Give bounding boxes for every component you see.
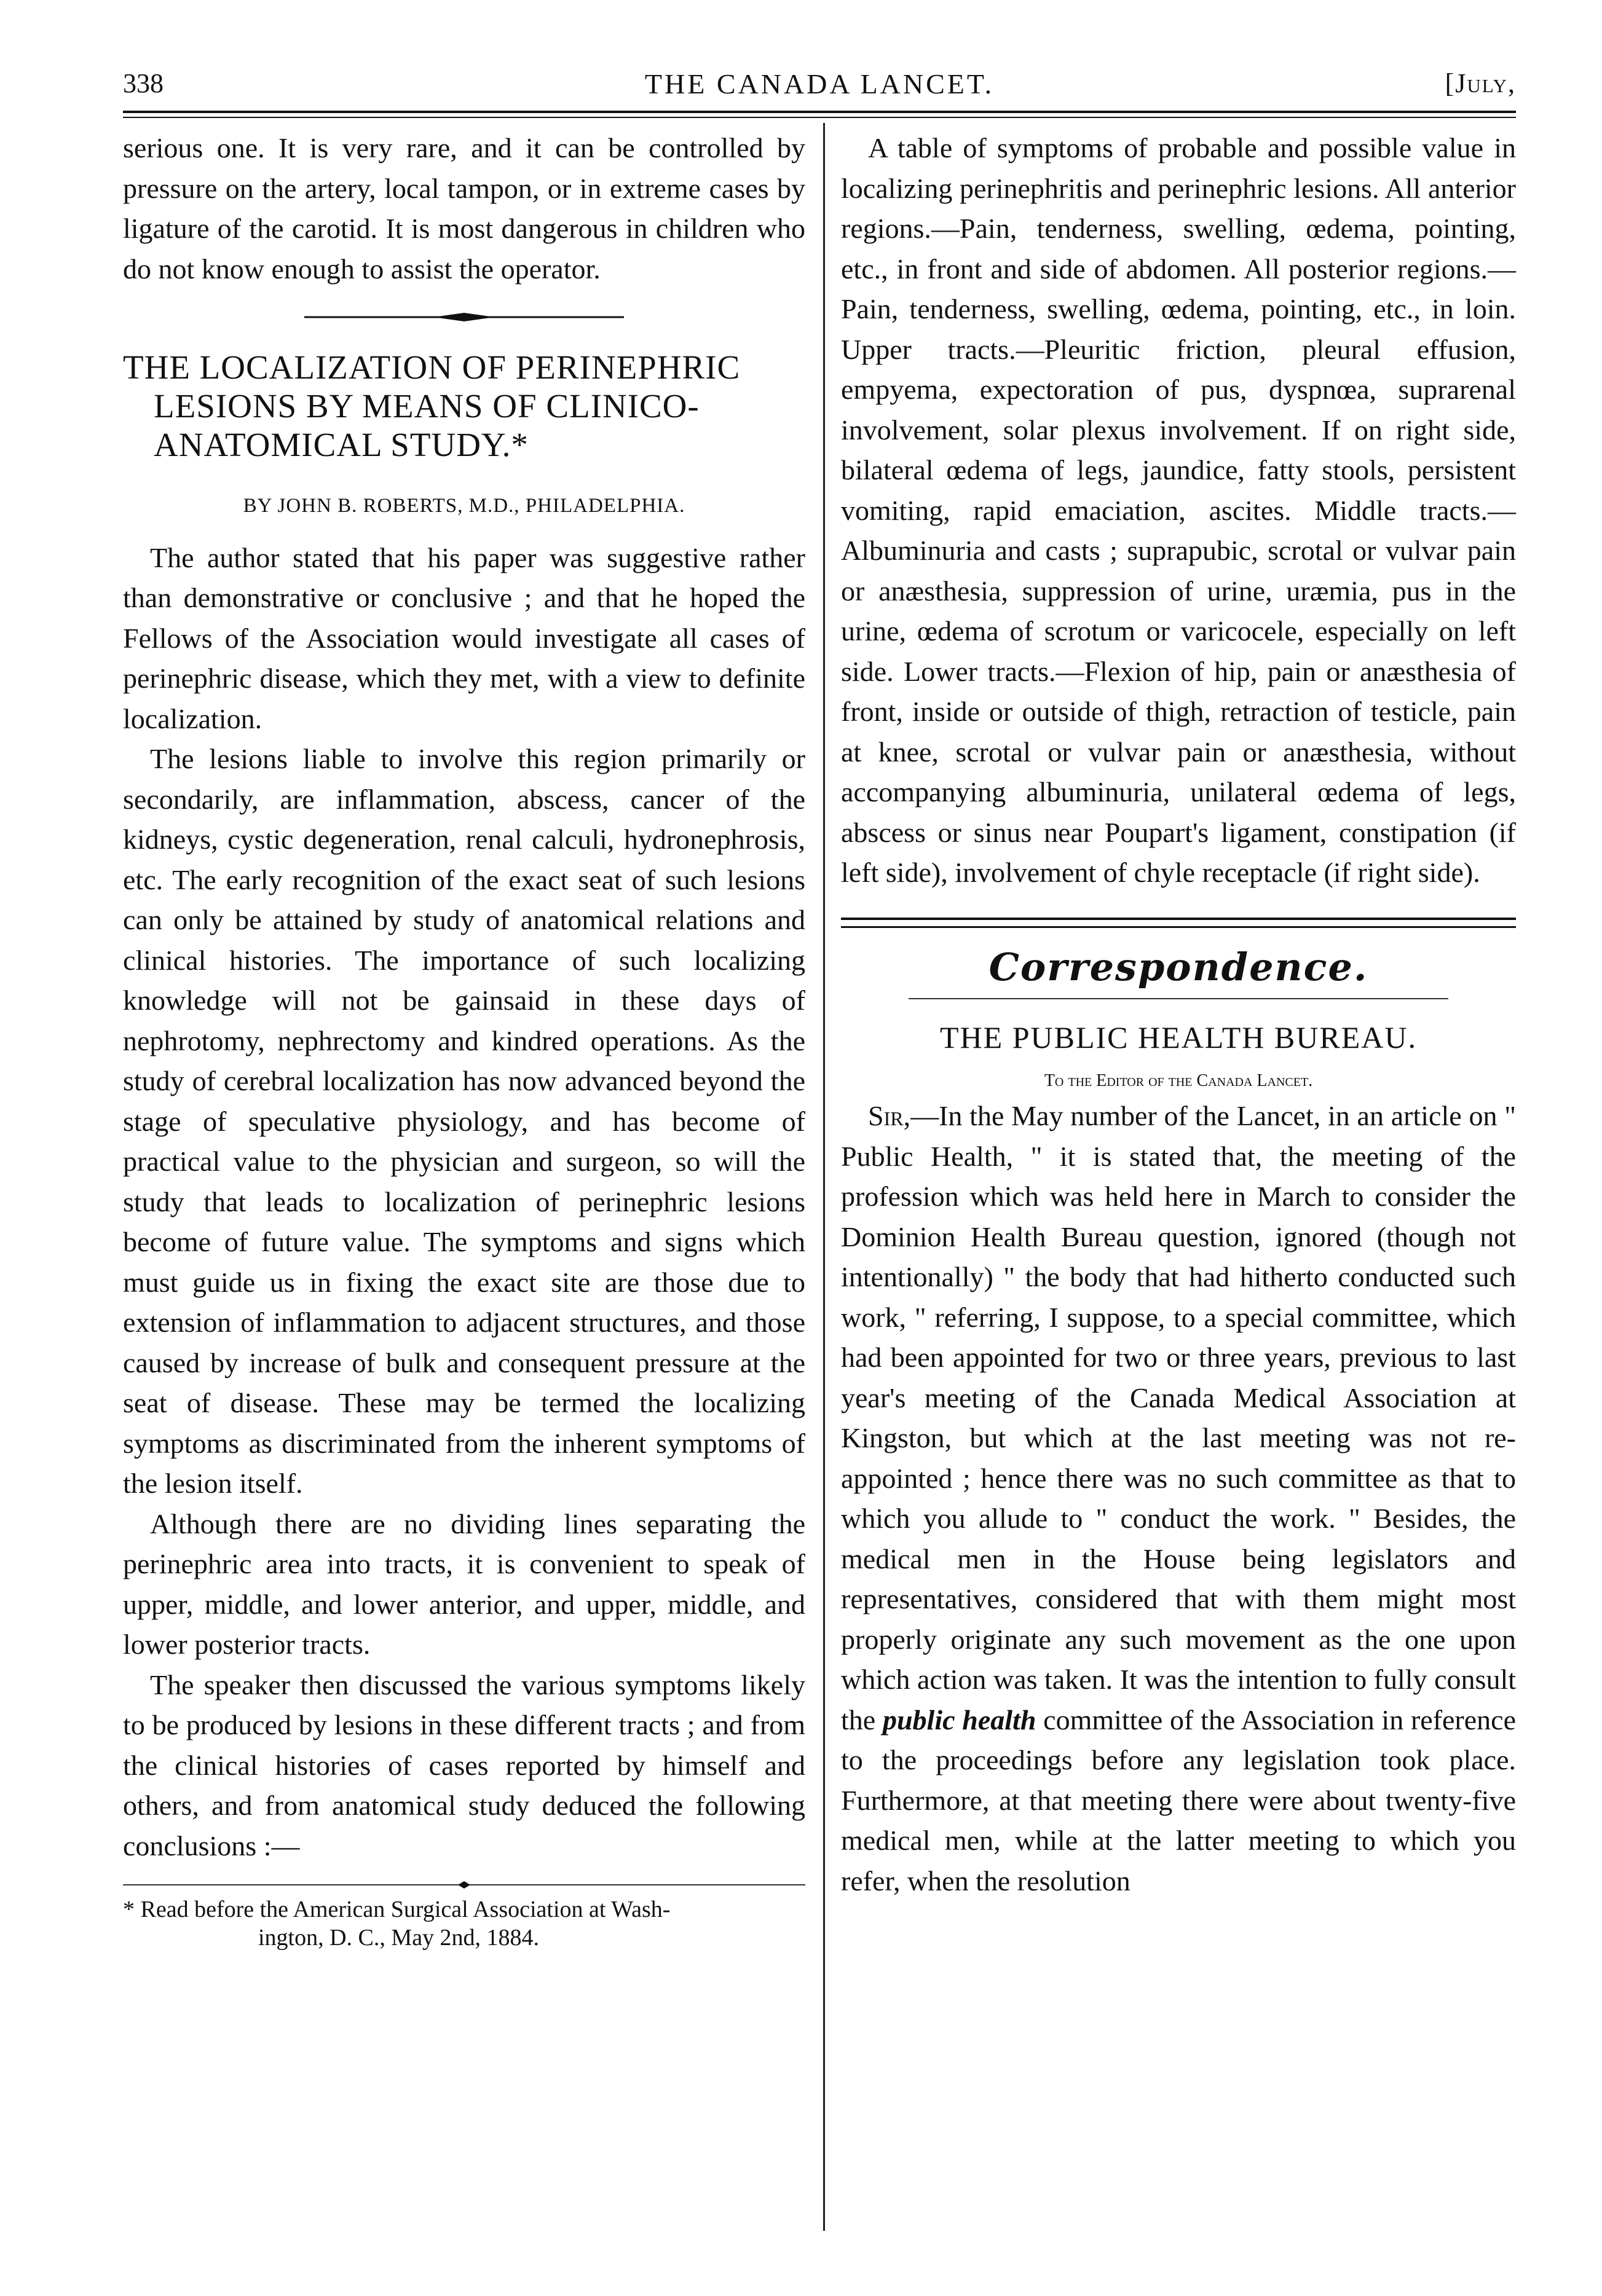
- article-paragraph: The speaker then discussed the various symptoms likely to be produced by lesions in these different tracts ; and from the clinical histories of cases reported by himself and others, and from anatomical study deduced the following conclusions :—: [123, 1669, 805, 1862]
- left-column: [123, 128, 805, 1952]
- header-rule: [123, 111, 1516, 118]
- letter-text-continued: committee of the Association in reference to the proceedings before any legislation took place. Furthermore, at that meeting there were about twenty-five medical men, while at the latter meeting to which you refer, when the resolution: [841, 1704, 1516, 1897]
- page-number: 338: [123, 68, 164, 98]
- journal-title: THE CANADA LANCET.: [644, 68, 995, 100]
- footnote-rule: [123, 1881, 805, 1889]
- article-paragraph: The lesions liable to involve this region primarily or secondarily, are inflammation, abscess, cancer of the kidneys, cystic degeneration, renal calculi, hydronephrosis, etc. The early recognition of the exact seat of such lesions can only be attained by study of anatomical relations and clinical histories. The importance of such localizing knowledge will not be gainsaid in these days of nephrotomy, nephrectomy and kindred operations. As the study of cerebral localization has now advanced beyond the stage of speculative physiology, and has become of practical value to the physician and surgeon, so will the study that leads to localization of perinephric lesions become of future value. The symptoms and signs which must guide us in fixing the exact site are those due to extension of inflammation to adjacent structures, and those caused by increase of bulk and consequent pressure at the seat of disease. These may be termed the localizing symptoms as discriminated from the inherent symptoms of the lesion itself.: [123, 743, 805, 1499]
- footnote-line: * Read before the American Surgical Association at Wash-: [123, 1897, 671, 1922]
- article-byline: BY JOHN B. ROBERTS, M.D., PHILADELPHIA.: [243, 495, 685, 517]
- right-column: [841, 128, 1516, 1901]
- article-title: THE LOCALIZATION OF PERINEPHRIC LESIONS BY MEANS OF CLINICO-ANATOMICAL STUDY.*: [123, 348, 741, 463]
- section-subrule: [909, 998, 1448, 999]
- article-paragraph: Although there are no dividing lines separating the perinephric area into tracts, it is convenient to speak of upper, middle, and lower anterior, and upper, middle, and lower posterior tracts.: [123, 1508, 805, 1660]
- separator-ornament: [304, 311, 624, 323]
- footnote: [123, 1895, 805, 1952]
- article-paragraph: The author stated that his paper was suggestive rather than demonstrative or conclusive ; and that he hoped the Fellows of the Association would investigate all cases of perinephric disease, which they met, with a view to definite localization.: [123, 541, 805, 734]
- symptoms-table-paragraph: A table of symptoms of probable and possible value in localizing perinephritis and perinephric lesions. All anterior regions.—Pain, tenderness, swelling, œdema, pointing, etc., in front and side of abdomen. All posterior regions.—Pain, tenderness, swelling, œdema, pointing, etc., in loin. Upper tracts.—Pleuritic friction, pleural effusion, empyema, expectoration of pus, dyspnœa, suprarenal involvement, solar plexus involvement. If on right side, bilateral œdema of legs, jaundice, fatty stools, persistent vomiting, rapid emaciation, ascites. Middle tracts.—Albuminuria and casts ; suprapubic, scrotal or vulvar pain or anæsthesia, suppression of urine, uræmia, pus in the urine, œdema of scrotum or varicocele, especially on left side. Lower tracts.—Flexion of hip, pain or anæsthesia of front, inside or outside of thigh, retraction of testicle, pain at knee, scrotal or vulvar pain or anæsthesia, without accompanying albuminuria, unilateral œdema of legs, abscess or sinus near Poupart's ligament, constipation (if left side), involvement of chyle receptacle (if right side).: [841, 132, 1516, 888]
- letter-paragraph: [841, 1096, 1516, 1901]
- footnote-line: ington, D. C., May 2nd, 1884.: [258, 1925, 540, 1951]
- letter-title: THE PUBLIC HEALTH BUREAU.: [940, 1020, 1417, 1055]
- section-heading: Correspondence.: [988, 944, 1368, 989]
- letter-text: —In the May number of the Lancet, in an article on " Public Health, " it is stated that, the meeting of the profession which was held here in March to consider the Dominion Health Bureau question, ignored (though not intentionally) " the body that had hitherto conducted such work, " referring, I suppose, to a special committee, which had been appointed for two or three years, previous to last year's meeting of the Canada Medical Association at Kingston, but which at the last meeting was not re-appointed ; hence there was no such committee as that to which you allude to " conduct the work. " Besides, the medical men in the House being legislators and representatives, considered that with them might most properly originate any such movement as the one upon which action was taken. It was the intention to fully consult the: [841, 1100, 1516, 1736]
- letter-italic-text: public health: [882, 1704, 1036, 1736]
- section-rule: [841, 918, 1516, 928]
- page-header: [123, 68, 1516, 111]
- issue-month: [July,: [1445, 68, 1516, 98]
- to-editor-line: To the Editor of the Canada Lancet.: [1044, 1071, 1313, 1090]
- letter-salutation: Sir,: [868, 1100, 911, 1131]
- column-divider: [823, 123, 825, 2231]
- opening-paragraph: serious one. It is very rare, and it can be controlled by pressure on the artery, local tampon, or in extreme cases by ligature of the carotid. It is most dangerous in children who do not know enough to assist the operator.: [123, 132, 805, 285]
